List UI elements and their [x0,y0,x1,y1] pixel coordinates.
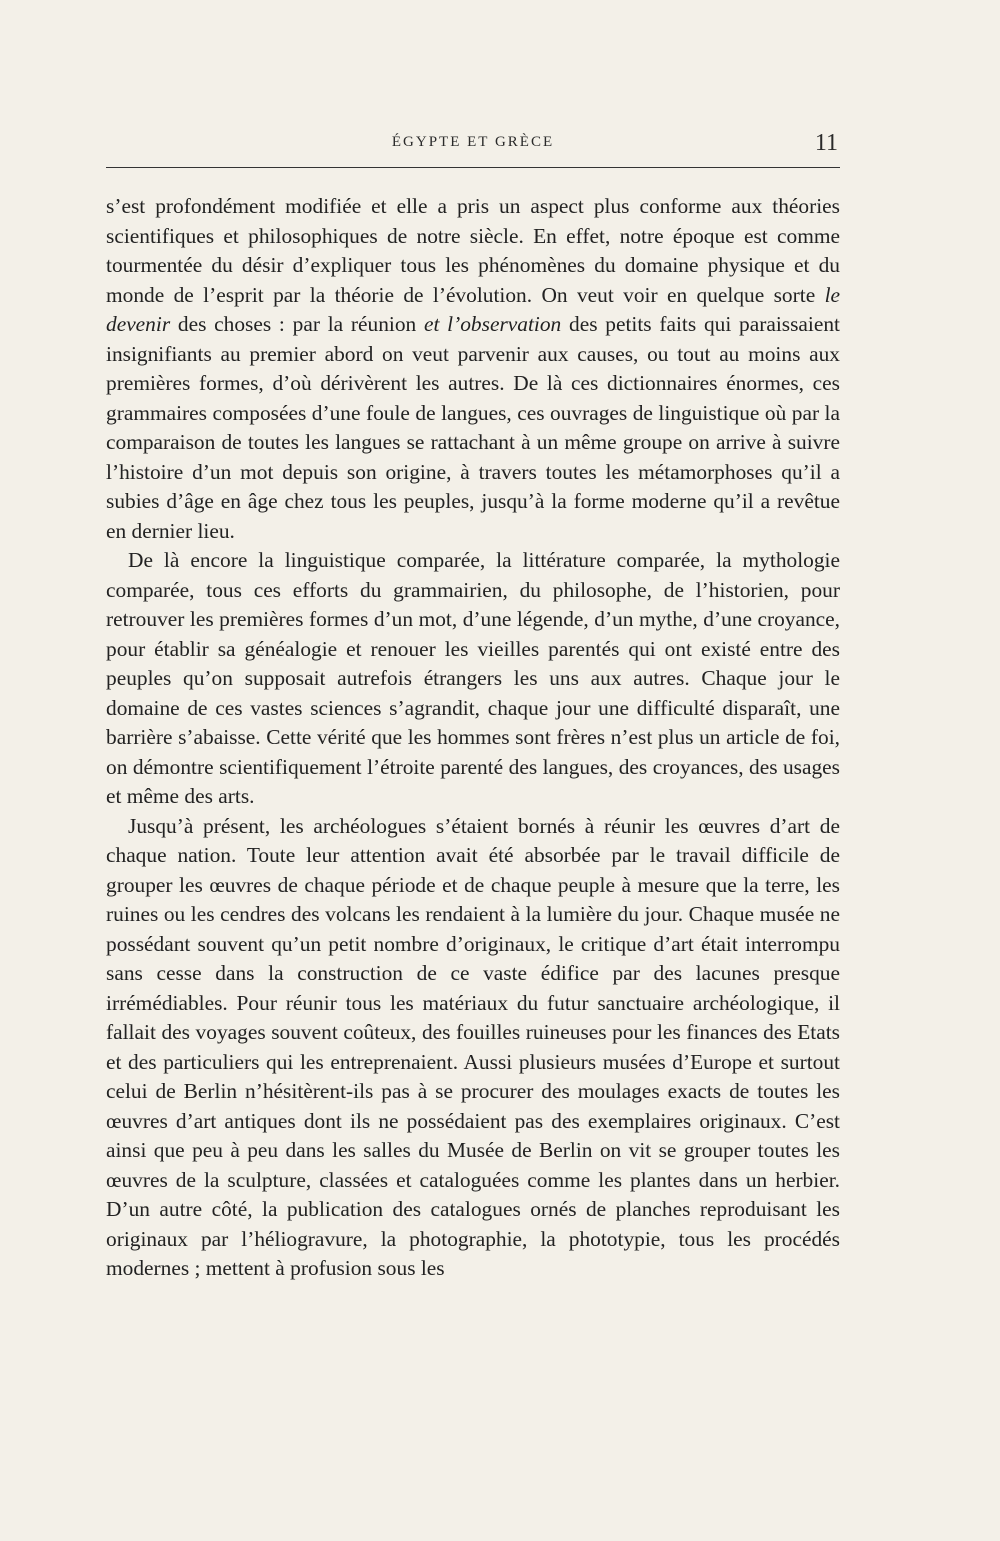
paragraph-text: s’est profondément modifiée et elle a pris un aspect plus conforme aux théories scientifiques et philosophiques de notre siècle. En effet, notre époque est comme tourmentée du désir d’expliquer tous les phénomènes du domaine physique et du monde de l’esprit par la théorie de l’évolution. On veut voir en quelque sorte [106,194,840,307]
running-title: ÉGYPTE ET GRÈCE [391,134,555,150]
paragraph-2 [106,546,840,812]
italic-phrase: et l’observation [423,312,562,336]
italic-phrase: le devenir [106,282,840,336]
body-text [106,192,840,1284]
paragraph-text: des choses : par la réunion [170,312,424,336]
paragraph-text: Jusqu’à présent, les archéologues s’étaient bornés à réunir les œuvres d’art de chaque nation. Toute leur attention avait été absorbée par le travail difficile de grouper les œuvres de chaque période et de chaque peuple à mesure que la terre, les ruines ou les cendres des volcans les rendaient à la lumière du jour. Chaque musée ne possédant souvent qu’un petit nombre d’originaux, le critique d’art était interrompu sans cesse dans la construction de ce vaste édifice par des lacunes presque irrémédiables. Pour réunir tous les matériaux du futur sanctuaire archéologique, il fallait des voyages souvent coûteux, des fouilles ruineuses pour les finances des Etats et des particuliers qui les entreprenaient. Aussi plusieurs musées d’Europe et surtout celui de Berlin n’hésitèrent-ils pas à se procurer des moulages exacts de toutes les œuvres d’art antiques dont ils ne possédaient pas des exemplaires originaux. C’est ainsi que peu à peu dans les salles du Musée de Berlin on vit se grouper toutes les œuvres de la sculpture, classées et cataloguées comme les plantes dans un herbier. D’un autre côté, la publication des catalogues ornés de planches reproduisant les originaux par l’héliogravure, la photographie, la phototypie, tous les procédés modernes ; mettent à profusion sous les [106,813,840,1280]
page-header [106,130,840,164]
paragraph-text: De là encore la linguistique comparée, la littérature comparée, la mythologie comparée, tous ces efforts du grammairien, du philosophe, de l’historien, pour retrouver les premières formes d’un mot, d’une légende, d’un mythe, d’une croyance, pour établir sa généalogie et renouer les vieilles parentés qui ont existé entre des peuples qu’on supposait autrefois étrangers les uns aux autres. Chaque jour le domaine de ces vastes sciences s’agrandit, chaque jour une difficulté disparaît, une barrière s’abaisse. Cette vérité que les hommes sont frères n’est plus un article de foi, on démontre scientifiquement l’étroite parenté des langues, des croyances, des usages et même des arts. [106,548,840,808]
paragraph-1 [106,192,840,546]
header-rule [106,167,840,168]
page-number: 11 [814,130,838,156]
paragraph-3 [106,812,840,1284]
paragraph-text: des petits faits qui paraissaient insignifiants au premier abord on veut parvenir aux causes, ou tout au moins aux premières formes, d’où dérivèrent les autres. De là ces dictionnaires énormes, ces grammaires composées d’une foule de langues, ces ouvrages de linguistique où par la comparaison de toutes les langues se rattachant à un même groupe on arrive à suivre l’histoire d’un mot depuis son origine, à travers toutes les métamorphoses qu’il a subies d’âge en âge chez tous les peuples, jusqu’à la forme moderne qu’il a revêtue en dernier lieu. [106,312,840,543]
